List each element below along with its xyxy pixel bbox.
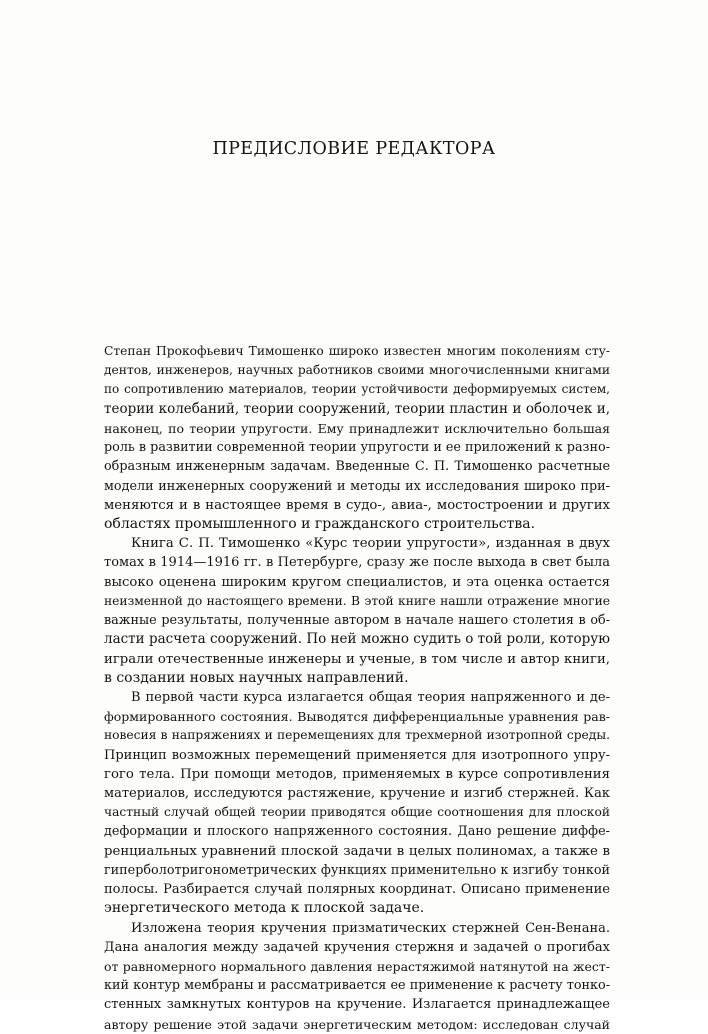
text-line: теории колебаний, теории сооружений, теории пластин и оболочек и, <box>104 400 610 417</box>
text-line: Принцип возможных перемещений применяется для изотропного упру- <box>104 747 610 763</box>
text-line: играли отечественные инженеры и ученые, в том числе и автор книги, <box>104 651 610 667</box>
text-line: стенных замкнутых контуров на кручение. Излагается принадлежащее <box>104 997 610 1013</box>
text-line: материалов, исследуются растяжение, кручение и изгиб стержней. Как <box>104 786 610 802</box>
text-line: образным инженерным задачам. Введенные С. П. Тимошенко расчетные <box>104 459 610 475</box>
text-line: Степан Прокофьевич Тимошенко широко известен многим поколениям сту- <box>104 344 610 358</box>
text-line: дентов, инженеров, научных работников своими многочисленными книгами <box>104 363 610 378</box>
text-line: В первой части курса излагается общая теория напряженного и де- <box>131 689 610 705</box>
text-line: полосы. Разбирается случай полярных координат. Описано применение <box>104 882 610 898</box>
text-line: новесия в напряжениях и перемещениях для трехмерной изотропной среды. <box>104 728 610 743</box>
text-line: Дана аналогия между задачей кручения стержня и задачей о прогибах <box>104 939 610 955</box>
text-line: гиперболотригонометрических функциях применительно к изгибу тонкой <box>104 862 610 878</box>
text-line: энергетического метода к плоской задаче. <box>104 900 425 917</box>
text-line: по сопротивлению материалов, теории устойчивости деформируемых систем, <box>104 382 610 397</box>
text-line: меняются и в настоящее время в судо-, авиа-, мостостроении и других <box>104 497 610 513</box>
text-line: высоко оценена широким кругом специалистов, и эта оценка остается <box>104 574 610 590</box>
text-line: ренциальных уравнений плоской задачи в целых полиномах, а также в <box>104 843 610 859</box>
text-line: от равномерного нормального давления нерастяжимой натянутой на жест- <box>104 959 610 974</box>
text-line: роль в развитии современной теории упругости и ее приложений к разно- <box>104 440 610 456</box>
text-line: формированного состояния. Выводятся дифференциальные уравнения рав- <box>104 709 610 725</box>
page-title: ПРЕДИСЛОВИЕ РЕДАКТОРА <box>212 139 496 159</box>
text-line: Книга С. П. Тимошенко «Курс теории упругости», изданная в двух <box>131 536 610 552</box>
text-line: модели инженерных сооружений и методы их исследования широко при- <box>104 478 610 494</box>
text-line: гого тела. При помощи методов, применяемых в курсе сопротивления <box>104 766 610 782</box>
text-line: ласти расчета сооружений. По ней можно судить о той роли, которую <box>104 631 610 648</box>
text-line: в создании новых научных направлений. <box>104 669 409 686</box>
text-line: областях промышленного и гражданского строительства. <box>104 515 536 532</box>
text-line: кий контур мембраны и рассматривается ее применение к расчету тонко- <box>104 978 610 994</box>
text-line: томах в 1914—1916 гг. в Петербурге, сразу же после выхода в свет была <box>104 555 610 571</box>
text-line: неизменной до настоящего времени. В этой книге нашли отражение многие <box>104 593 610 608</box>
text-line: автору решение этой задачи энергетическим методом: исследован случай <box>104 1016 610 1032</box>
text-line: Изложена теория кручения призматических стержней Сен-Венана. <box>131 920 610 936</box>
text-line: наконец, по теории упругости. Ему принадлежит исключительно большая <box>104 420 610 436</box>
preface-body <box>104 342 610 1034</box>
text-line: важные результаты, полученные автором в начале нашего столетия в об- <box>104 613 610 629</box>
text-line: деформации и плоского напряженного состояния. Дано решение диффе- <box>104 824 610 840</box>
text-line: частный случай общей теории приводятся общие соотношения для плоской <box>104 805 610 820</box>
